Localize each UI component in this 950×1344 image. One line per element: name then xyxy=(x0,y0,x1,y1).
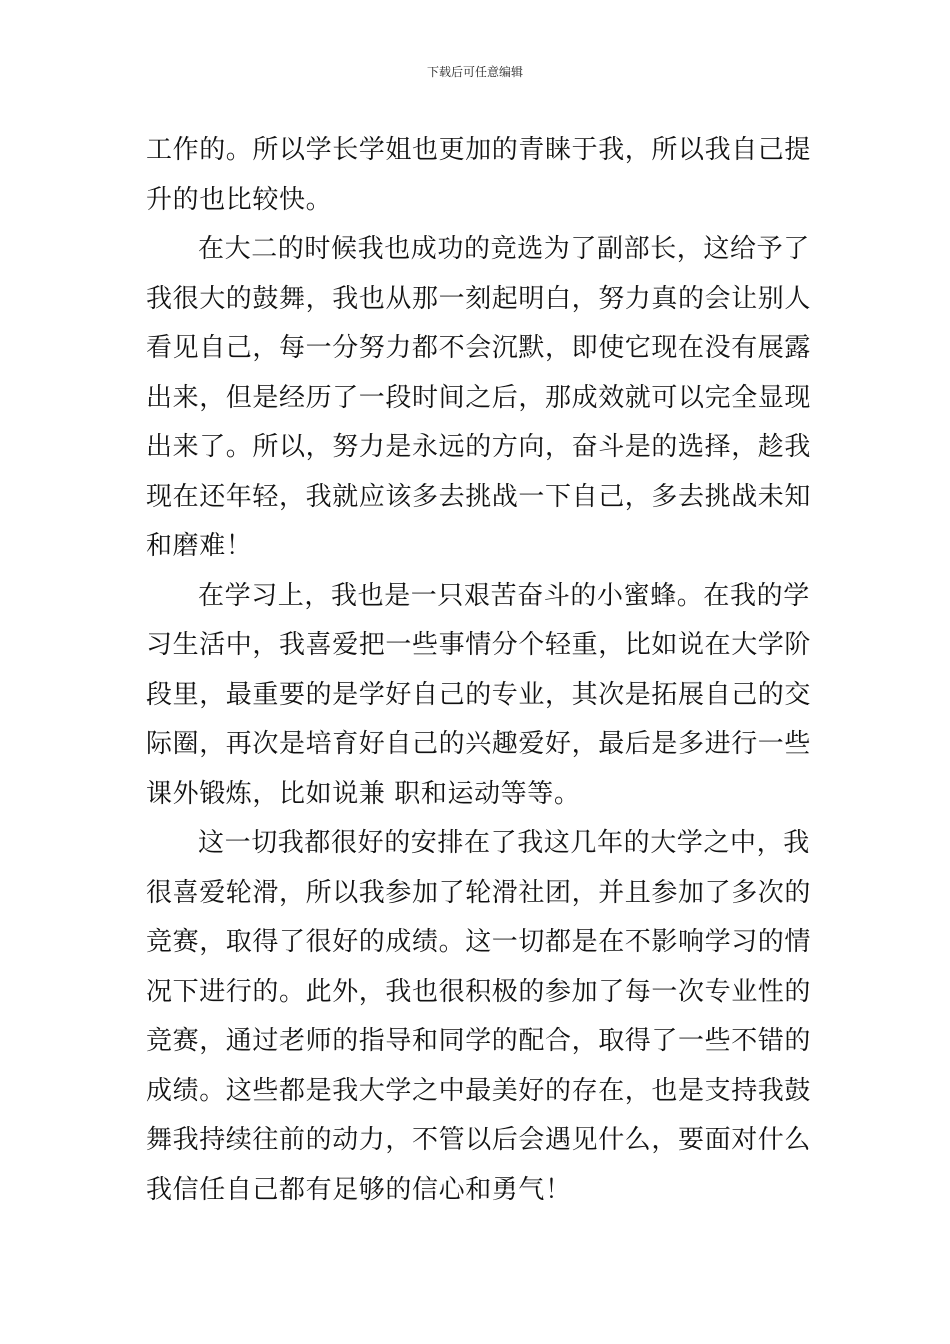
text-line: 习生活中，我喜爱把一些事情分个轻重，比如说在大学阶 xyxy=(146,630,812,660)
text-line: 际圈，再次是培育好自己的兴趣爱好，最后是多进行一些 xyxy=(146,729,812,759)
text-line: 很喜爱轮滑，所以我参加了轮滑社团，并且参加了多次的 xyxy=(146,877,812,908)
document-body xyxy=(146,126,810,1215)
paragraph-start-line: 在大二的时候我也成功的竞选为了副部长，这给予了 xyxy=(198,234,810,264)
text-line: 工作的。所以学长学姐也更加的青睐于我，所以我自己提 xyxy=(146,135,812,165)
text-line: 出来，但是经历了一段时间之后，那成效就可以完全显现 xyxy=(146,382,812,413)
text-line: 竞赛，取得了很好的成绩。这一切都是在不影响学习的情 xyxy=(146,927,812,957)
text-line: 和磨难！ xyxy=(146,531,253,561)
text-line: 我信任自己都有足够的信心和勇气！ xyxy=(146,1174,572,1205)
text-line: 课外锻炼，比如说兼 职和运动等等。 xyxy=(146,778,581,809)
text-line: 况下进行的。此外，我也很积极的参加了每一次专业性的 xyxy=(146,976,812,1007)
text-line: 我很大的鼓舞，我也从那一刻起明白，努力真的会让别人 xyxy=(146,283,812,314)
paragraph-start-line: 在学习上，我也是一只艰苦奋斗的小蜜蜂。在我的学 xyxy=(198,580,810,611)
text-line: 舞我持续往前的动力，不管以后会遇见什么，要面对什么 xyxy=(146,1125,812,1155)
text-line: 段里，最重要的是学好自己的专业，其次是拓展自己的交 xyxy=(146,679,812,710)
page-header: 下载后可任意编辑 xyxy=(426,65,523,79)
text-line: 升的也比较快。 xyxy=(146,184,333,215)
text-line: 出来了。所以，努力是永远的方向，奋斗是的选择，趁我 xyxy=(146,432,812,462)
paragraph-start-line: 这一切我都很好的安排在了我这几年的大学之中，我 xyxy=(198,828,810,858)
text-line: 竞赛，通过老师的指导和同学的配合，取得了一些不错的 xyxy=(146,1026,812,1056)
text-line: 现在还年轻，我就应该多去挑战一下自己，多去挑战未知 xyxy=(146,481,812,512)
text-line: 成绩。这些都是我大学之中最美好的存在，也是支持我鼓 xyxy=(146,1075,812,1106)
text-line: 看见自己，每一分努力都不会沉默，即使它现在没有展露 xyxy=(146,333,812,363)
